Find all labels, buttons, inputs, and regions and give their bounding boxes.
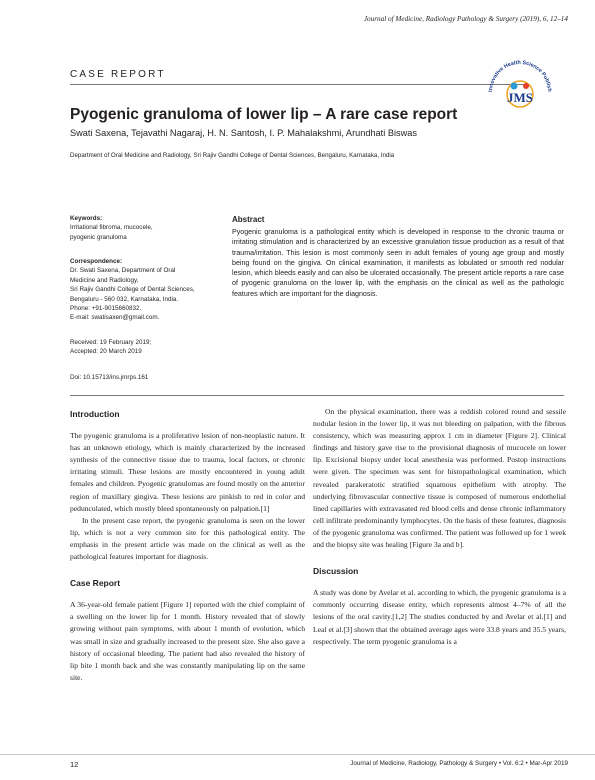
header-divider [70, 84, 525, 85]
discussion-paragraph-1: A study was done by Avelar et al. according to which, the pyogenic granuloma is a commonly occurring disease entity, which represents almost 4–7% of all the lesions of the oral cavity.[1,2] The studies conducted by and Avelar et al.[1] and Leal et al.[3] shown that the obtained average ages were 33.8 years and 35.5 years, respectively. The term pyogenic granuloma is a [313, 588, 566, 646]
logo-letters: JMS [507, 90, 533, 105]
page-number: 12 [70, 760, 79, 769]
keywords-line-2: pyogenic granuloma [70, 233, 127, 241]
correspondence-line: Bengaluru - 560 032, Karnataka, India. [70, 295, 179, 303]
publisher-logo [482, 50, 558, 126]
article-affiliation: Department of Oral Medicine and Radiology, Sri Rajiv Gandhi College of Dental Sciences, Bengaluru, Karnataka, India [70, 152, 395, 159]
correspondence-line: Medicine and Radiology, [70, 276, 139, 284]
introduction-heading: Introduction [70, 409, 120, 419]
keywords-line-1: Irritational fibroma, mucocele, [70, 224, 153, 232]
accepted-date: Accepted: 20 March 2019 [70, 348, 142, 356]
right-column [313, 406, 566, 648]
correspondence-label: Correspondence: [70, 258, 123, 265]
footer-divider [0, 754, 595, 755]
discussion-heading: Discussion [313, 566, 359, 577]
introduction-paragraph-2: In the present case report, the pyogenic granuloma is seen on the lower lip, which is not a very common site for this pathological entity. The emphasis in the present article was made on the clinical as well as the pathological features important for diagnosis. [70, 515, 305, 562]
received-date: Received: 19 February 2019; [70, 339, 152, 346]
correspondence-email[interactable]: E-mail: swatisaxen@gmail.com. [70, 314, 160, 322]
introduction-paragraph-1: The pyogenic granuloma is a proliferative lesion of non-neoplastic nature. It has an unknown etiology, which is mainly characterized by the increased synthesis of the connective tissue due to trauma, local factors, or chronic irritating stimuli. These lesions are mostly encountered in young adult females and children. Pyogenic granulomas are found mostly on the anterior region of maxillary gingiva. These lesions are pinkish to red in color and pedunculated, which mostly bleed spontaneously on palpation.[1] [70, 431, 305, 513]
article-title: Pyogenic granuloma of lower lip – A rare case report [70, 106, 458, 123]
section-divider [70, 395, 564, 396]
correspondence-line: Sri Rajiv Gandhi College of Dental Sciences, [70, 286, 195, 294]
left-column [70, 408, 305, 684]
doi[interactable]: Doi: 10.15713/ins.jmrps.161 [70, 374, 149, 381]
section-label: CASE REPORT [70, 69, 166, 80]
abstract-text: Pyogenic granuloma is a pathological entity which is developed in response to the chronic trauma or irritating stimulation and is characterized by an excessive granulation tissue production as a result of that trauma/irritation. This lesion is most commonly seen in adult females of young age group and mostly being found on the gingiva. On clinical examination, it manifests as lobulated or smooth red nodular lesion, which bleeds easily and can also be ulcerated occasionally. The present article reports a rare case of pyogenic granuloma on the lower lip, with the emphasis on the clinical as well as the pathologic features which are important for the diagnosis. [232, 228, 564, 298]
case-report-paragraph-2: On the physical examination, there was a reddish colored round and sessile nodular lesion in the lower lip, it was not bleeding on palpation, with the fibrous consistency, which was measuring approx 1 cm in diameter [Figure 2]. Clinical findings and history gave rise to the provisional diagnosis of mucocele on lower lip. Excisional biopsy under local anesthesia was performed. Postop instructions were given. The specimen was sent for histopathological examination, which revealed parakeratotic stratified squamous epithelium with atrophy. The underlying fibrovascular connective tissue is composed of numerous endothelial lined capillaries with extravasated red blood cells and dense chronic inflammatory cell infiltrate predominantly lymphocytes. On the basis of these features, diagnosis of the pyogenic granuloma was confirmed. The patient was followed up for 1 week and the biopsy site was healing [Figure 3a and b]. [313, 407, 566, 550]
case-report-paragraph-1: A 36-year-old female patient [Figure 1] reported with the chief complaint of a swelling on the lower lip for 1 month. History revealed that of slowly growing without pain symptoms, with about 1 month of evolution, which was small in size and gradually increased to the present size. She also gave a history of occasional bleeding. The patient had also revealed the history of lip bite 1 month back and she was constantly manipulating lip on the same site. [70, 600, 305, 682]
correspondence-line: Dr. Swati Saxena, Department of Oral [70, 267, 176, 275]
logo-arc-text: Innovative Health Science Publish [487, 59, 553, 93]
dates-block [70, 338, 210, 357]
case-report-heading: Case Report [70, 578, 121, 589]
keywords-block [70, 214, 210, 242]
keywords-label: Keywords: [70, 215, 103, 222]
footer-journal-issue: Journal of Medicine, Radiology, Pathology & Surgery • Vol. 6:2 • Mar-Apr 2019 [350, 760, 568, 767]
journal-reference: Journal of Medicine, Radiology Pathology & Surgery (2019), 6, 12–14 [363, 15, 568, 23]
correspondence-block [70, 257, 210, 323]
abstract-heading: Abstract [232, 215, 265, 224]
article-authors: Swati Saxena, Tejavathi Nagaraj, H. N. Santosh, I. P. Mahalakshmi, Arundhati Biswas [70, 128, 417, 138]
correspondence-line: Phone: +91-9015660832. [70, 305, 142, 313]
